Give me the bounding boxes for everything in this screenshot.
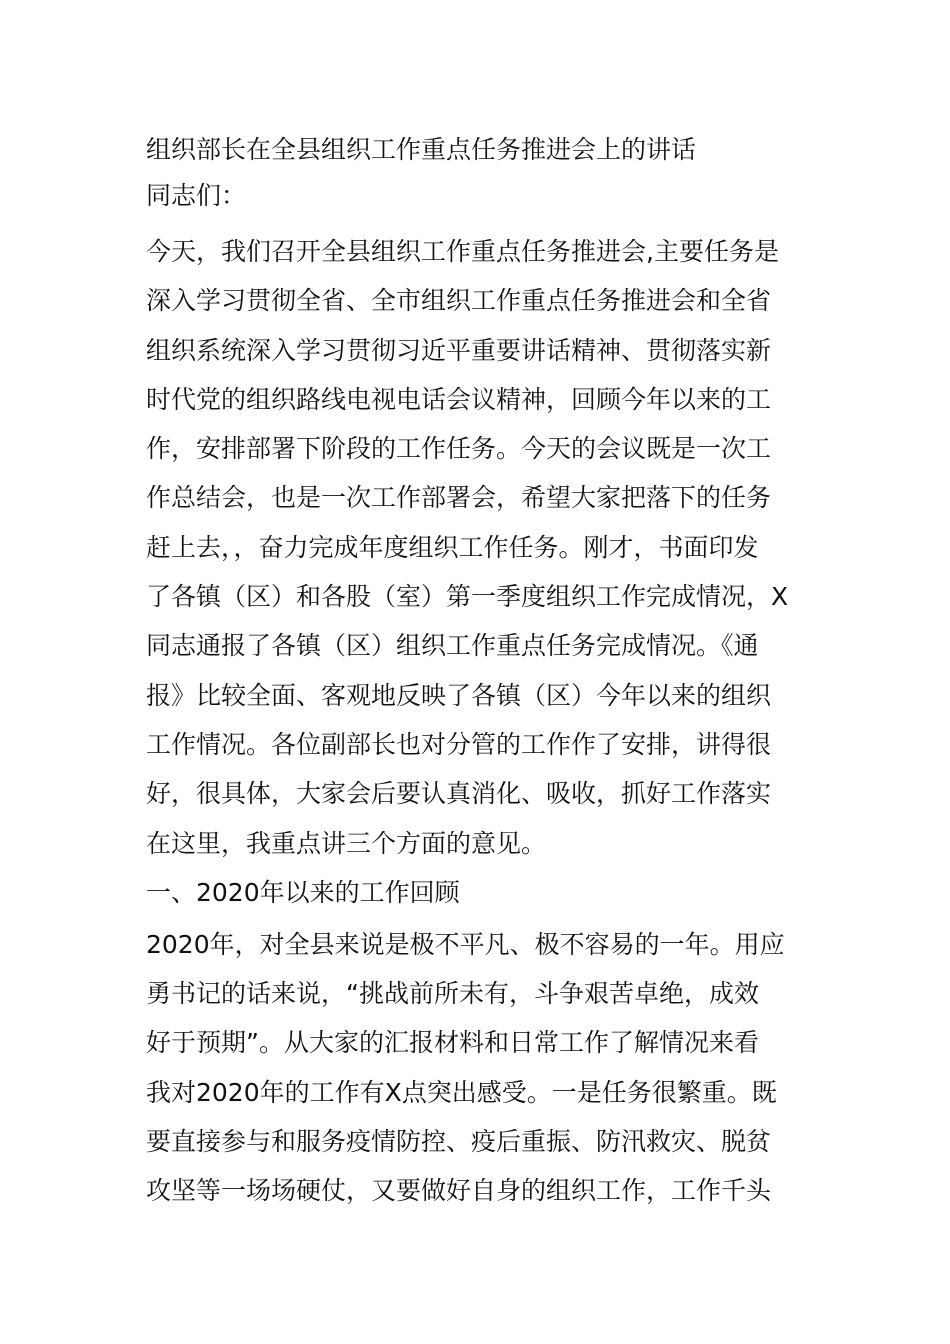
text-line: 今天，我们召开全县组织工作重点任务推进会,主要任务是 [146,237,779,266]
text-line: 勇书记的话来说，“挑战前所未有，斗争艰苦卓绝，成效 [146,979,759,1009]
text-line: 作，安排部署下阶段的工作任务。今天的会议既是一次工 [146,434,772,464]
text-line: 作总结会，也是一次工作部署会，希望大家把落下的任务 [146,483,772,513]
text-line: 好于预期”。从大家的汇报材料和日常工作了解情况来看 [146,1028,759,1058]
section-heading: 一、2020年以来的工作回顾 [146,877,460,907]
text-line: 攻坚等一场场硬仗，又要做好自身的组织工作，工作千头 [146,1176,772,1206]
text-line: 我对2020年的工作有X点突出感受。一是任务很繁重。既 [146,1077,777,1107]
text-line: 2020年，对全县来说是极不平凡、极不容易的一年。用应 [146,929,785,959]
text-line: 时代党的组织路线电视电话会议精神，回顾今年以来的工 [146,384,772,414]
text-line: 深入学习贯彻全省、全市组织工作重点任务推进会和全省 [146,286,772,316]
text-line: 赶上去，，奋力完成年度组织工作任务。刚才，书面印发 [146,532,759,562]
text-line: 在这里，我重点讲三个方面的意见。 [146,828,547,858]
text-line: 报》比较全面、客观地反映了各镇（区）今年以来的组织 [146,680,772,710]
text-line: 好，很具体，大家会后要认真消化、吸收，抓好工作落实 [146,779,772,809]
text-line: 要直接参与和服务疫情防控、疫后重振、防汛救灾、脱贫 [146,1127,772,1157]
document-title: 组织部长在全县组织工作重点任务推进会上的讲话 [146,135,697,164]
document-body [146,127,810,1216]
salutation: 同志们： [146,181,247,210]
text-line: 同志通报了各镇（区）组织工作重点任务完成情况。《通 [146,631,759,661]
text-line: 工作情况。各位副部长也对分管的工作作了安排，讲得很 [146,729,772,759]
paragraph-review [146,920,810,1216]
text-line: 了各镇（区）和各股（室）第一季度组织工作完成情况，X [146,582,789,612]
text-line: 组织系统深入学习贯彻习近平重要讲话精神、贯彻落实新 [146,335,772,365]
paragraph-intro [146,227,810,868]
